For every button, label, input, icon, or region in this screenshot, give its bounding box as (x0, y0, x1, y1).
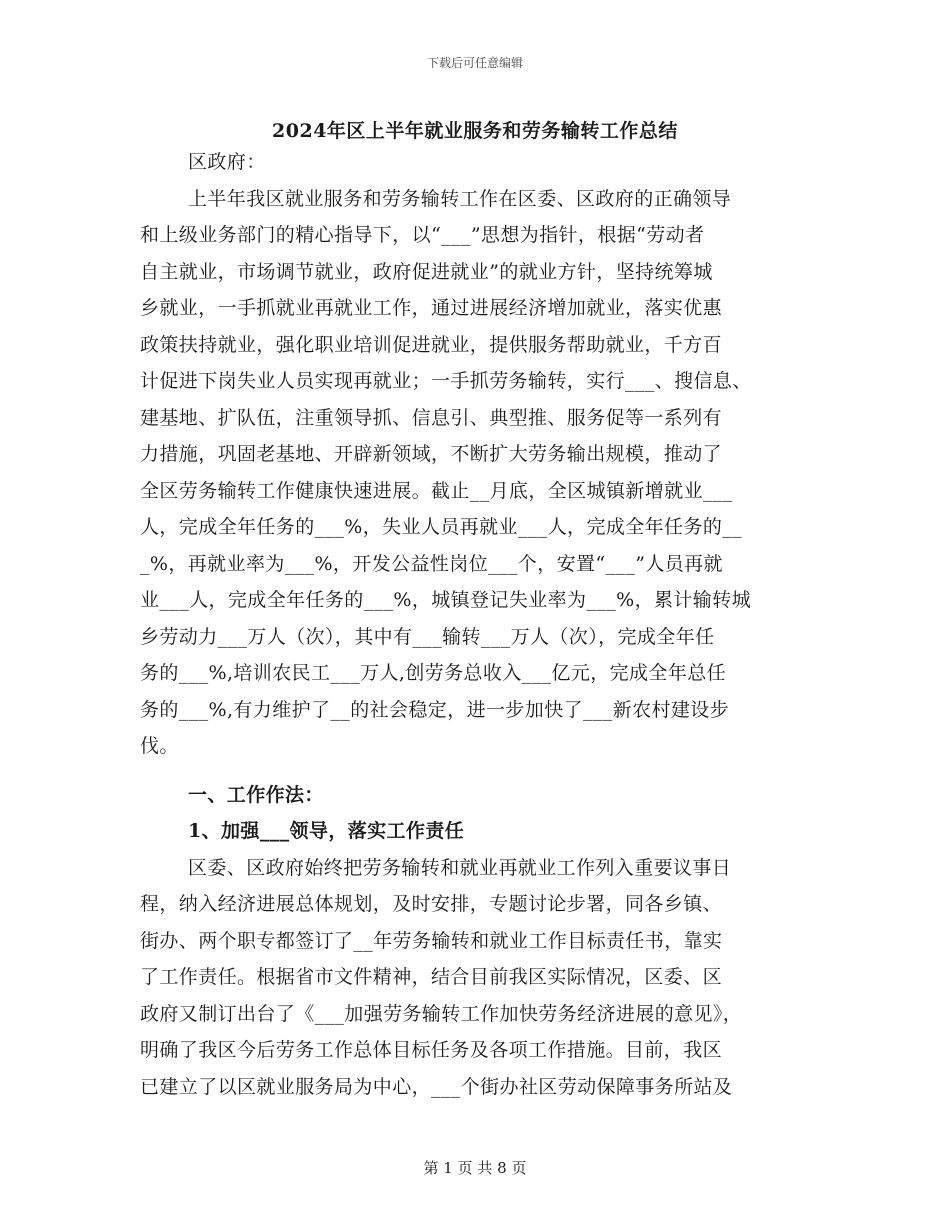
paragraph-line: 已建立了以区就业服务局为中心，___个街办社区劳动保障事务所站及 (140, 1075, 733, 1098)
subsection-heading: 1、加强___领导，落实工作责任 (188, 820, 465, 842)
salutation: 区政府： (188, 151, 266, 173)
page-footer: 第 1 页 共 8 页 (423, 1159, 527, 1177)
paragraph-line: 乡劳动力___万人（次），其中有___输转___万人（次），完成全年任 (140, 625, 715, 648)
paragraph-line: 计促进下岗失业人员实现再就业；一手抓劳务输转，实行___、搜信息、 (140, 370, 752, 392)
document-body (140, 144, 812, 1105)
paragraph-line: 程，纳入经济进展总体规划，及时安排，专题讨论步署，同各乡镇、 (140, 893, 723, 915)
paragraph-line: 全区劳务输转工作健康快速进展。截止__月底，全区城镇新增就业___ (140, 479, 733, 502)
paragraph-line: 务的___%,培训农民工___万人,创劳务总收入___亿元，完成全年总任 (140, 662, 727, 684)
paragraph-line: 自主就业，市场调节就业，政府促进就业”的就业方针，坚持统筹城 (140, 260, 713, 283)
paragraph-line: 和上级业务部门的精心指导下，以“___”思想为指针，根据“劳动者 (140, 224, 705, 246)
paragraph-line: 上半年我区就业服务和劳务输转工作在区委、区政府的正确领导 (188, 187, 732, 210)
paragraph-1 (140, 181, 812, 765)
paragraph-2 (140, 850, 812, 1106)
paragraph-line: _%，再就业率为___%，开发公益性岗位___个，安置“___”人员再就 (140, 552, 723, 575)
paragraph-line: 务的___%,有力维护了__的社会稳定，进一步加快了___新农村建设步 (140, 698, 730, 721)
paragraph-line: 人，完成全年任务的___%，失业人员再就业___人，完成全年任务的__ (140, 516, 743, 538)
paragraph-line: 明确了我区今后劳务工作总体目标任务及各项工作措施。目前，我区 (140, 1039, 723, 1061)
paragraph-line: 业___人，完成全年任务的___%，城镇登记失业率为___%，累计输转城 (140, 589, 752, 611)
paragraph-line: 政策扶持就业，强化职业培训促进就业，提供服务帮助就业，千方百 (140, 333, 723, 356)
header-note: 下载后可任意编辑 (426, 56, 523, 70)
paragraph-line: 力措施，巩固老基地、开辟新领域，不断扩大劳务输出规模，推动了 (140, 443, 723, 465)
section-heading: 一、工作作法： (188, 783, 324, 806)
paragraph-line: 建基地、扩队伍，注重领导抓、信息引、典型推、服务促等一系列有 (140, 406, 723, 429)
document-title: 2024年区上半年就业服务和劳务输转工作总结 (272, 120, 678, 142)
paragraph-line: 街办、两个职专都签订了__年劳务输转和就业工作目标责任书，靠实 (140, 929, 723, 952)
paragraph-line: 了工作责任。根据省市文件精神，结合目前我区实际情况，区委、区 (140, 966, 723, 988)
paragraph-line: 乡就业，一手抓就业再就业工作，通过进展经济增加就业，落实优惠 (140, 297, 723, 319)
paragraph-line: 政府又制订出台了《___加强劳务输转工作加快劳务经济进展的意见》， (140, 1002, 743, 1025)
paragraph-line: 伐。 (140, 735, 179, 757)
paragraph-line: 区委、区政府始终把劳务输转和就业再就业工作列入重要议事日 (188, 856, 732, 879)
